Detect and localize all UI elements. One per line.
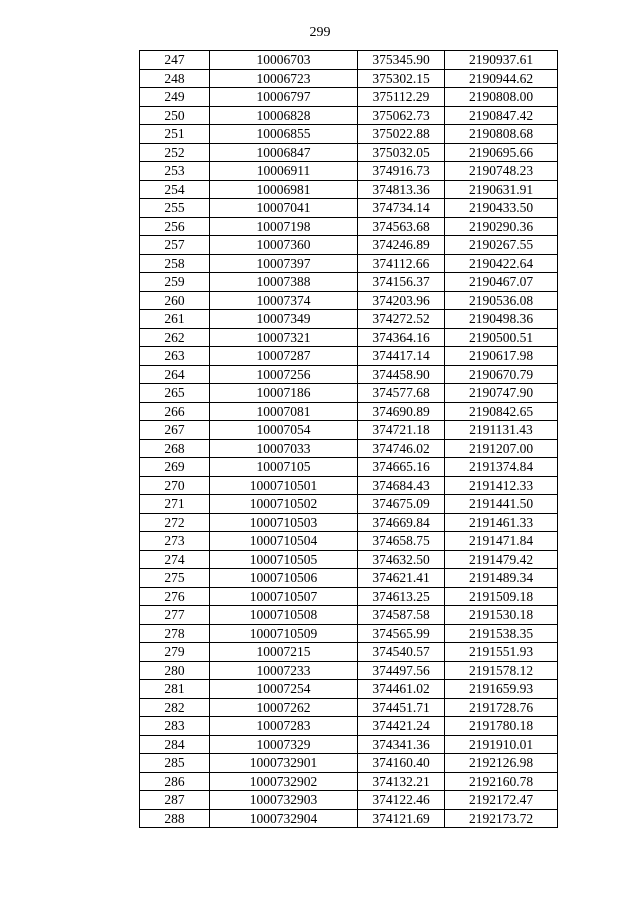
row-index-cell: 274 (140, 550, 210, 569)
y-coordinate-cell: 2191551.93 (445, 643, 558, 662)
x-coordinate-cell: 374272.52 (358, 310, 445, 329)
point-id-cell: 1000710502 (210, 495, 358, 514)
y-coordinate-cell: 2190498.36 (445, 310, 558, 329)
table-row (140, 162, 558, 181)
table-row (140, 310, 558, 329)
table-row (140, 69, 558, 88)
point-id-cell: 10007256 (210, 365, 358, 384)
table-row (140, 217, 558, 236)
x-coordinate-cell: 375062.73 (358, 106, 445, 125)
table-row (140, 291, 558, 310)
point-id-cell: 1000732904 (210, 809, 358, 828)
y-coordinate-cell: 2190467.07 (445, 273, 558, 292)
point-id-cell: 1000710507 (210, 587, 358, 606)
row-index-cell: 277 (140, 606, 210, 625)
x-coordinate-cell: 374621.41 (358, 569, 445, 588)
table-row (140, 402, 558, 421)
row-index-cell: 267 (140, 421, 210, 440)
row-index-cell: 262 (140, 328, 210, 347)
row-index-cell: 283 (140, 717, 210, 736)
y-coordinate-cell: 2191131.43 (445, 421, 558, 440)
y-coordinate-cell: 2190747.90 (445, 384, 558, 403)
y-coordinate-cell: 2191441.50 (445, 495, 558, 514)
point-id-cell: 10007374 (210, 291, 358, 310)
x-coordinate-cell: 374665.16 (358, 458, 445, 477)
y-coordinate-cell: 2190290.36 (445, 217, 558, 236)
point-id-cell: 10007397 (210, 254, 358, 273)
x-coordinate-cell: 374364.16 (358, 328, 445, 347)
y-coordinate-cell: 2192126.98 (445, 754, 558, 773)
row-index-cell: 288 (140, 809, 210, 828)
x-coordinate-cell: 374632.50 (358, 550, 445, 569)
x-coordinate-cell: 374497.56 (358, 661, 445, 680)
table-row (140, 587, 558, 606)
row-index-cell: 278 (140, 624, 210, 643)
point-id-cell: 1000710506 (210, 569, 358, 588)
x-coordinate-cell: 375345.90 (358, 51, 445, 70)
row-index-cell: 251 (140, 125, 210, 144)
table-row (140, 532, 558, 551)
table-row (140, 143, 558, 162)
point-id-cell: 10007186 (210, 384, 358, 403)
table-row (140, 791, 558, 810)
row-index-cell: 284 (140, 735, 210, 754)
row-index-cell: 265 (140, 384, 210, 403)
x-coordinate-cell: 375112.29 (358, 88, 445, 107)
x-coordinate-cell: 374156.37 (358, 273, 445, 292)
row-index-cell: 252 (140, 143, 210, 162)
point-id-cell: 1000732903 (210, 791, 358, 810)
row-index-cell: 261 (140, 310, 210, 329)
row-index-cell: 254 (140, 180, 210, 199)
x-coordinate-cell: 374203.96 (358, 291, 445, 310)
row-index-cell: 250 (140, 106, 210, 125)
x-coordinate-cell: 375032.05 (358, 143, 445, 162)
x-coordinate-cell: 374613.25 (358, 587, 445, 606)
y-coordinate-cell: 2190422.64 (445, 254, 558, 273)
row-index-cell: 268 (140, 439, 210, 458)
row-index-cell: 286 (140, 772, 210, 791)
row-index-cell: 255 (140, 199, 210, 218)
table-row (140, 550, 558, 569)
table-row (140, 421, 558, 440)
y-coordinate-cell: 2191412.33 (445, 476, 558, 495)
x-coordinate-cell: 374246.89 (358, 236, 445, 255)
row-index-cell: 271 (140, 495, 210, 514)
y-coordinate-cell: 2191461.33 (445, 513, 558, 532)
row-index-cell: 256 (140, 217, 210, 236)
x-coordinate-cell: 374669.84 (358, 513, 445, 532)
table-row (140, 458, 558, 477)
point-id-cell: 10007233 (210, 661, 358, 680)
table-row (140, 680, 558, 699)
y-coordinate-cell: 2191471.84 (445, 532, 558, 551)
x-coordinate-cell: 375302.15 (358, 69, 445, 88)
table-row (140, 569, 558, 588)
x-coordinate-cell: 374746.02 (358, 439, 445, 458)
y-coordinate-cell: 2190631.91 (445, 180, 558, 199)
y-coordinate-cell: 2190847.42 (445, 106, 558, 125)
point-id-cell: 10006981 (210, 180, 358, 199)
table-row (140, 254, 558, 273)
point-id-cell: 10007081 (210, 402, 358, 421)
y-coordinate-cell: 2190944.62 (445, 69, 558, 88)
row-index-cell: 264 (140, 365, 210, 384)
row-index-cell: 257 (140, 236, 210, 255)
y-coordinate-cell: 2191489.34 (445, 569, 558, 588)
y-coordinate-cell: 2191538.35 (445, 624, 558, 643)
point-id-cell: 10007041 (210, 199, 358, 218)
point-id-cell: 10007283 (210, 717, 358, 736)
row-index-cell: 266 (140, 402, 210, 421)
table-row (140, 347, 558, 366)
table-row (140, 495, 558, 514)
table-row (140, 698, 558, 717)
x-coordinate-cell: 374112.66 (358, 254, 445, 273)
x-coordinate-cell: 374587.58 (358, 606, 445, 625)
table-row (140, 476, 558, 495)
x-coordinate-cell: 374461.02 (358, 680, 445, 699)
x-coordinate-cell: 374563.68 (358, 217, 445, 236)
table-row (140, 809, 558, 828)
point-id-cell: 10006911 (210, 162, 358, 181)
y-coordinate-cell: 2192173.72 (445, 809, 558, 828)
row-index-cell: 281 (140, 680, 210, 699)
table-row (140, 624, 558, 643)
point-id-cell: 1000710503 (210, 513, 358, 532)
y-coordinate-cell: 2190670.79 (445, 365, 558, 384)
x-coordinate-cell: 374540.57 (358, 643, 445, 662)
row-index-cell: 258 (140, 254, 210, 273)
x-coordinate-cell: 374421.24 (358, 717, 445, 736)
point-id-cell: 10007033 (210, 439, 358, 458)
point-id-cell: 10007360 (210, 236, 358, 255)
y-coordinate-cell: 2191509.18 (445, 587, 558, 606)
y-coordinate-cell: 2190267.55 (445, 236, 558, 255)
row-index-cell: 285 (140, 754, 210, 773)
y-coordinate-cell: 2190937.61 (445, 51, 558, 70)
y-coordinate-cell: 2191728.76 (445, 698, 558, 717)
table-row (140, 328, 558, 347)
point-id-cell: 10006828 (210, 106, 358, 125)
y-coordinate-cell: 2191578.12 (445, 661, 558, 680)
point-id-cell: 1000710508 (210, 606, 358, 625)
y-coordinate-cell: 2191780.18 (445, 717, 558, 736)
point-id-cell: 10007105 (210, 458, 358, 477)
point-id-cell: 10006847 (210, 143, 358, 162)
row-index-cell: 270 (140, 476, 210, 495)
x-coordinate-cell: 374341.36 (358, 735, 445, 754)
row-index-cell: 247 (140, 51, 210, 70)
x-coordinate-cell: 374122.46 (358, 791, 445, 810)
point-id-cell: 10006703 (210, 51, 358, 70)
x-coordinate-cell: 374813.36 (358, 180, 445, 199)
row-index-cell: 260 (140, 291, 210, 310)
point-id-cell: 1000710505 (210, 550, 358, 569)
table-row (140, 236, 558, 255)
row-index-cell: 280 (140, 661, 210, 680)
point-id-cell: 10007262 (210, 698, 358, 717)
point-id-cell: 10007349 (210, 310, 358, 329)
y-coordinate-cell: 2190808.68 (445, 125, 558, 144)
point-id-cell: 10006723 (210, 69, 358, 88)
table-row (140, 51, 558, 70)
table-row (140, 180, 558, 199)
x-coordinate-cell: 374734.14 (358, 199, 445, 218)
table-row (140, 717, 558, 736)
point-id-cell: 1000732902 (210, 772, 358, 791)
x-coordinate-cell: 374458.90 (358, 365, 445, 384)
table-row (140, 643, 558, 662)
x-coordinate-cell: 375022.88 (358, 125, 445, 144)
table-row (140, 273, 558, 292)
x-coordinate-cell: 374121.69 (358, 809, 445, 828)
x-coordinate-cell: 374577.68 (358, 384, 445, 403)
row-index-cell: 269 (140, 458, 210, 477)
point-id-cell: 1000732901 (210, 754, 358, 773)
point-id-cell: 10007388 (210, 273, 358, 292)
table-row (140, 106, 558, 125)
row-index-cell: 287 (140, 791, 210, 810)
row-index-cell: 253 (140, 162, 210, 181)
point-id-cell: 10007215 (210, 643, 358, 662)
y-coordinate-cell: 2191374.84 (445, 458, 558, 477)
y-coordinate-cell: 2190433.50 (445, 199, 558, 218)
y-coordinate-cell: 2190808.00 (445, 88, 558, 107)
table-row (140, 513, 558, 532)
table-row (140, 772, 558, 791)
table-row (140, 88, 558, 107)
y-coordinate-cell: 2192160.78 (445, 772, 558, 791)
point-id-cell: 1000710509 (210, 624, 358, 643)
table-row (140, 735, 558, 754)
x-coordinate-cell: 374160.40 (358, 754, 445, 773)
x-coordinate-cell: 374675.09 (358, 495, 445, 514)
x-coordinate-cell: 374565.99 (358, 624, 445, 643)
coordinates-table-body (140, 51, 558, 828)
point-id-cell: 10007254 (210, 680, 358, 699)
y-coordinate-cell: 2190842.65 (445, 402, 558, 421)
table-row (140, 384, 558, 403)
row-index-cell: 276 (140, 587, 210, 606)
table-row (140, 439, 558, 458)
y-coordinate-cell: 2191530.18 (445, 606, 558, 625)
table-row (140, 125, 558, 144)
table-row (140, 754, 558, 773)
x-coordinate-cell: 374417.14 (358, 347, 445, 366)
row-index-cell: 273 (140, 532, 210, 551)
row-index-cell: 249 (140, 88, 210, 107)
row-index-cell: 275 (140, 569, 210, 588)
point-id-cell: 10007287 (210, 347, 358, 366)
point-id-cell: 10007198 (210, 217, 358, 236)
y-coordinate-cell: 2191479.42 (445, 550, 558, 569)
point-id-cell: 10007329 (210, 735, 358, 754)
x-coordinate-cell: 374451.71 (358, 698, 445, 717)
y-coordinate-cell: 2190695.66 (445, 143, 558, 162)
x-coordinate-cell: 374684.43 (358, 476, 445, 495)
x-coordinate-cell: 374721.18 (358, 421, 445, 440)
point-id-cell: 1000710504 (210, 532, 358, 551)
row-index-cell: 282 (140, 698, 210, 717)
y-coordinate-cell: 2191659.93 (445, 680, 558, 699)
row-index-cell: 272 (140, 513, 210, 532)
table-row (140, 661, 558, 680)
y-coordinate-cell: 2190536.08 (445, 291, 558, 310)
point-id-cell: 10006797 (210, 88, 358, 107)
x-coordinate-cell: 374690.89 (358, 402, 445, 421)
table-row (140, 365, 558, 384)
row-index-cell: 248 (140, 69, 210, 88)
y-coordinate-cell: 2190748.23 (445, 162, 558, 181)
y-coordinate-cell: 2191207.00 (445, 439, 558, 458)
y-coordinate-cell: 2190500.51 (445, 328, 558, 347)
page-number: 299 (309, 25, 331, 40)
x-coordinate-cell: 374132.21 (358, 772, 445, 791)
y-coordinate-cell: 2191910.01 (445, 735, 558, 754)
y-coordinate-cell: 2192172.47 (445, 791, 558, 810)
table-row (140, 199, 558, 218)
point-id-cell: 1000710501 (210, 476, 358, 495)
row-index-cell: 279 (140, 643, 210, 662)
y-coordinate-cell: 2190617.98 (445, 347, 558, 366)
point-id-cell: 10006855 (210, 125, 358, 144)
x-coordinate-cell: 374916.73 (358, 162, 445, 181)
coordinates-table (139, 50, 558, 828)
x-coordinate-cell: 374658.75 (358, 532, 445, 551)
row-index-cell: 263 (140, 347, 210, 366)
point-id-cell: 10007054 (210, 421, 358, 440)
table-row (140, 606, 558, 625)
point-id-cell: 10007321 (210, 328, 358, 347)
row-index-cell: 259 (140, 273, 210, 292)
